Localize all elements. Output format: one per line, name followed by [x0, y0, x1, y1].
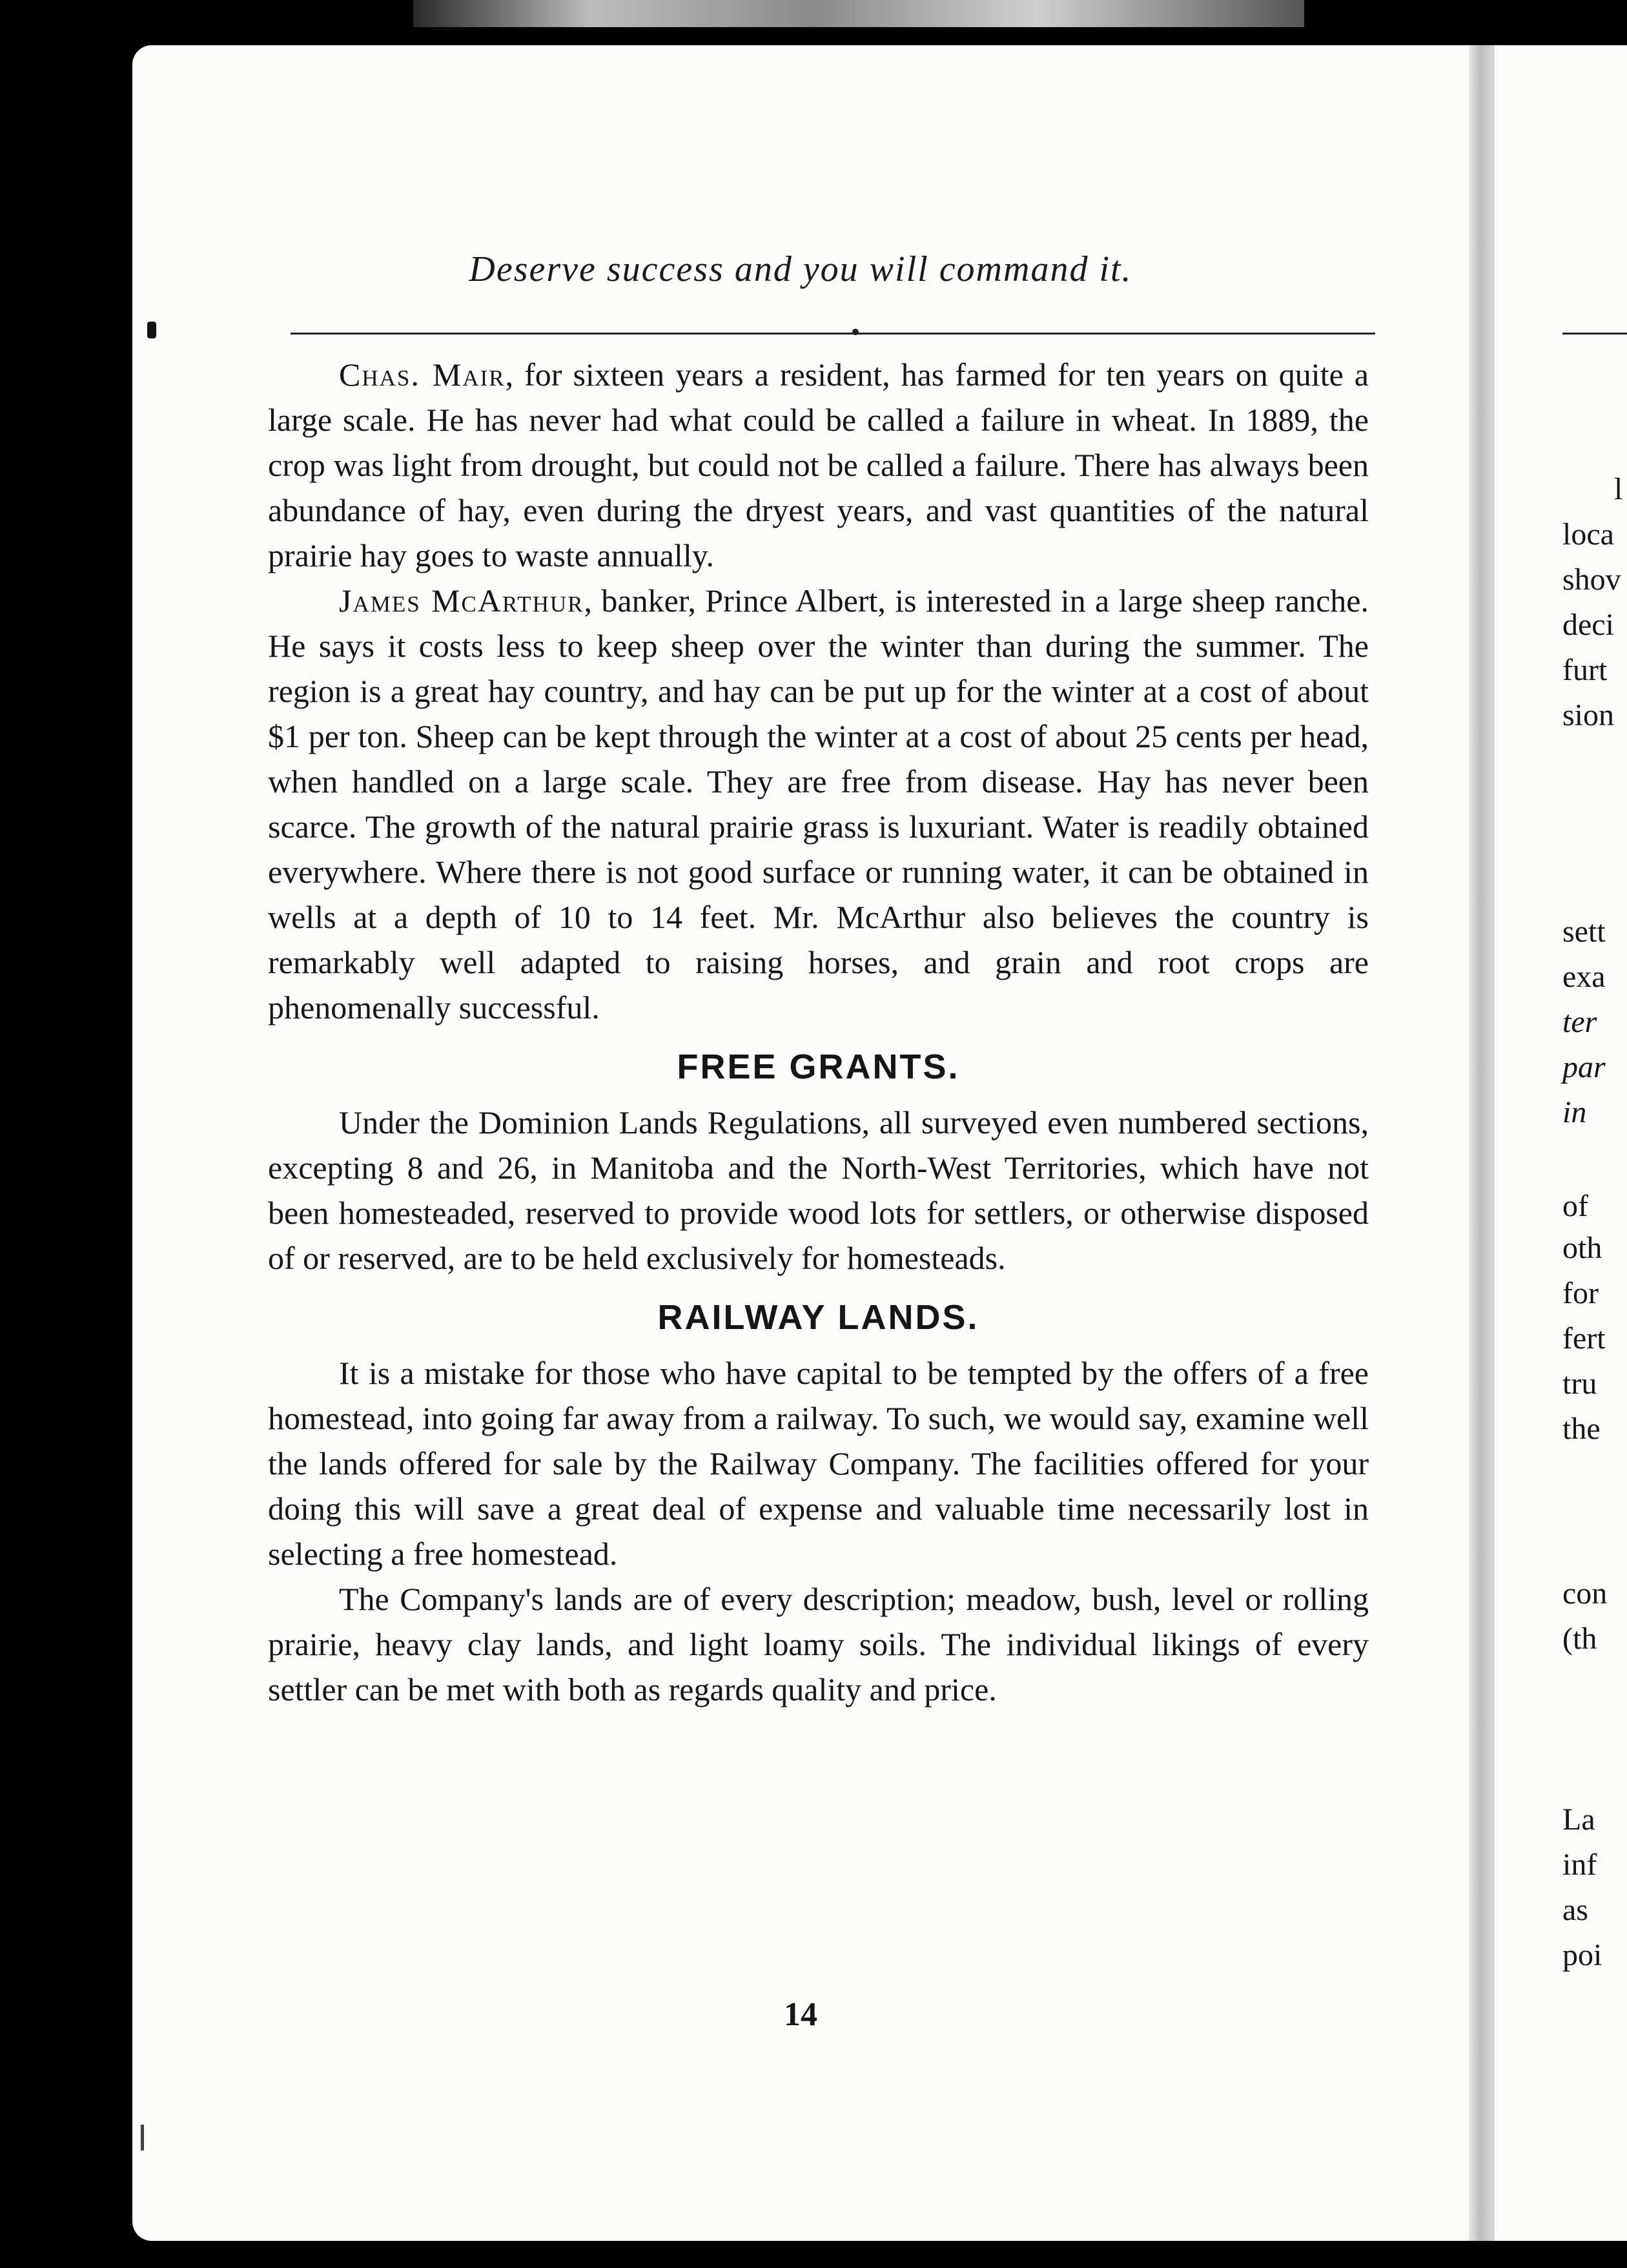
margin-mark [141, 2125, 144, 2150]
right-page-fragment: the [1562, 1412, 1601, 1446]
book-gutter [1469, 45, 1495, 2241]
right-page-fragment: inf [1562, 1848, 1597, 1882]
right-page-fragment: of [1562, 1189, 1588, 1223]
name-mcarthur: James McArthur [339, 582, 584, 619]
paragraph-mcarthur [268, 578, 1369, 1030]
right-page-fragment: l [1614, 472, 1623, 506]
right-page-fragment: deci [1562, 608, 1614, 642]
right-page-fragment: sion [1562, 698, 1615, 732]
right-page-fragment: poi [1562, 1938, 1602, 1972]
right-page-fragment: ter [1562, 1005, 1597, 1039]
header-rule-dot [852, 329, 859, 335]
name-mair: Chas. Mair [339, 356, 506, 393]
margin-mark [147, 322, 156, 338]
right-page-fragment: (th [1562, 1622, 1597, 1656]
heading-free-grants: FREE GRANTS. [677, 1047, 960, 1086]
right-page-fragment: tru [1562, 1366, 1597, 1401]
right-page-fragment: exa [1562, 960, 1606, 994]
right-page-fragment: for [1562, 1276, 1599, 1310]
scan-top-strip [413, 0, 1304, 27]
page-number: 14 [784, 1996, 817, 2033]
right-page-fragment: shov [1562, 562, 1621, 597]
right-page-fragment: in [1562, 1095, 1587, 1129]
right-page-fragment: oth [1562, 1231, 1602, 1265]
right-page [1495, 45, 1627, 2241]
right-page-fragment: as [1562, 1893, 1588, 1927]
right-page-fragment: fert [1562, 1321, 1606, 1356]
right-page-fragment: par [1562, 1050, 1606, 1084]
page-motto: Deserve success and you will command it. [469, 249, 1132, 289]
text-mcarthur: , banker, Prince Albert, is interested in a large sheep ranche. He says it costs less to keep sheep over the winter than during the summer. The region is a great hay country, and hay can be put up for the winter at a cost of about $1 per ton. Sheep can be kept through the winter at a cost of about 25 cents per head, when handled on a large scale. They are free from disease. Hay has never been scarce. The growth of the natural prairie grass is luxuriant. Water is readily obtained everywhere. Where there is not good surface or running water, it can be obtained in wells at a depth of 10 to 14 feet. Mr. McArthur also believes the country is remarkably well adapted to raising horses, and grain and root crops are phenomenally successful. [268, 582, 1369, 1026]
paragraph-railway-2: The Company's lands are of every description; meadow, bush, level or rolling prairie, heavy clay lands, and light loamy soils. The individual likings of every settler can be met with both as regards quality and price. [268, 1581, 1369, 1707]
paragraph-mair [268, 352, 1369, 578]
paragraph-free-grants: Under the Dominion Lands Regulations, all surveyed even numbered sections, excepting 8 and 26, in Manitoba and the North-West Territories, which have not been homesteaded, reserved to provide wood lots for settlers, or otherwise disposed of or reserved, are to be held exclusively for homesteads. [268, 1104, 1369, 1276]
heading-railway-lands: RAILWAY LANDS. [657, 1298, 979, 1337]
text-mair: , for sixteen years a resident, has farmed for ten years on quite a large scale. He has never had what could be called a failure in wheat. In 1889, the crop was light from drought, but could not be called a failure. There has always been abundance of hay, even during the dryest years, and vast quantities of the natural prairie hay goes to waste annually. [268, 356, 1369, 573]
page-body [268, 352, 1369, 1712]
header-rule [291, 333, 1375, 335]
right-page-fragment: loca [1562, 517, 1614, 552]
right-page-fragment: sett [1562, 914, 1606, 949]
right-page-fragment: La [1562, 1802, 1595, 1837]
paragraph-railway-1: It is a mistake for those who have capital to be tempted by the offers of a free homestead, into going far away from a railway. To such, we would say, examine well the lands offered for sale by the Railway Company. The facilities offered for your doing this will save a great deal of expense and valuable time necessarily lost in selecting a free homestead. [268, 1355, 1369, 1572]
right-page-rule [1562, 333, 1627, 335]
right-page-fragment: con [1562, 1576, 1608, 1611]
right-page-fragment: furt [1562, 653, 1608, 687]
